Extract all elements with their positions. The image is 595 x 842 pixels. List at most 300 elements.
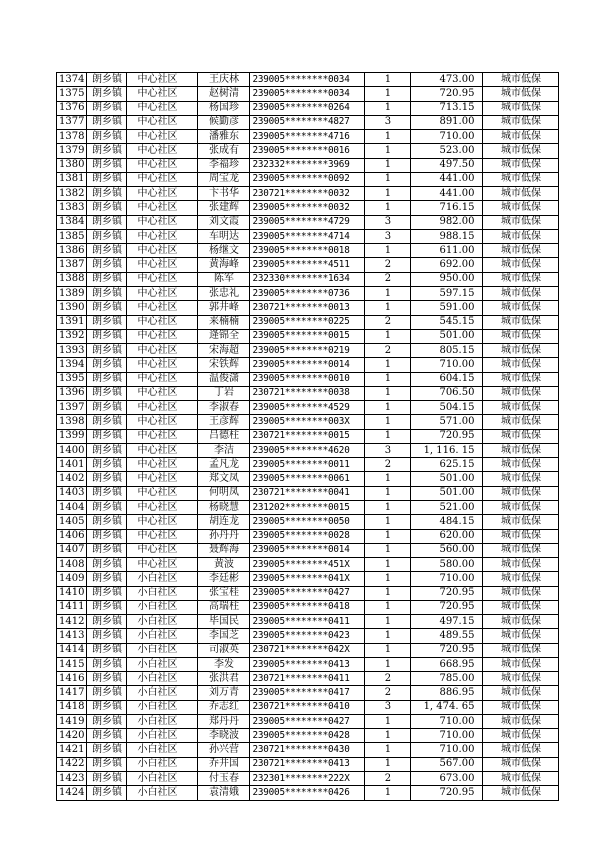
row-number: 1399 [57, 429, 87, 443]
table-row [57, 429, 559, 443]
amount-cell: 710.00 [411, 714, 483, 728]
id-number-cell: 232301********222X [250, 772, 365, 786]
assistance-type-cell: 城市低保 [483, 543, 559, 557]
assistance-type-cell: 城市低保 [483, 629, 559, 643]
community-cell: 中心社区 [127, 515, 198, 529]
household-size-cell: 1 [365, 130, 411, 144]
town-cell: 朗乡镇 [87, 543, 127, 557]
community-cell: 中心社区 [127, 73, 198, 87]
town-cell: 朗乡镇 [87, 643, 127, 657]
household-size-cell: 1 [365, 743, 411, 757]
row-number: 1378 [57, 130, 87, 144]
table-row [57, 486, 559, 500]
amount-cell: 501.00 [411, 329, 483, 343]
table-row [57, 315, 559, 329]
amount-cell: 523.00 [411, 144, 483, 158]
id-number-cell: 232332********3969 [250, 158, 365, 172]
household-size-cell: 1 [365, 657, 411, 671]
household-size-cell: 2 [365, 686, 411, 700]
table-row [57, 272, 559, 286]
household-size-cell: 1 [365, 415, 411, 429]
community-cell: 中心社区 [127, 130, 198, 144]
name-cell: 杨晓慧 [198, 500, 250, 514]
community-cell: 小白社区 [127, 572, 198, 586]
community-cell: 小白社区 [127, 600, 198, 614]
assistance-type-cell: 城市低保 [483, 115, 559, 129]
household-size-cell: 1 [365, 187, 411, 201]
id-number-cell: 239005********0736 [250, 286, 365, 300]
household-size-cell: 1 [365, 586, 411, 600]
table-row [57, 772, 559, 786]
assistance-type-cell: 城市低保 [483, 73, 559, 87]
amount-cell: 785.00 [411, 672, 483, 686]
household-size-cell: 2 [365, 458, 411, 472]
table-row [57, 215, 559, 229]
name-cell: 袁清娥 [198, 786, 250, 800]
name-cell: 聂辉海 [198, 543, 250, 557]
row-number: 1413 [57, 629, 87, 643]
id-number-cell: 239005********0428 [250, 729, 365, 743]
assistance-type-cell: 城市低保 [483, 315, 559, 329]
name-cell: 郭井峰 [198, 301, 250, 315]
assistance-type-cell: 城市低保 [483, 272, 559, 286]
assistance-type-cell: 城市低保 [483, 714, 559, 728]
household-size-cell: 1 [365, 629, 411, 643]
amount-cell: 625.15 [411, 458, 483, 472]
town-cell: 朗乡镇 [87, 386, 127, 400]
amount-cell: 1, 474. 65 [411, 700, 483, 714]
amount-cell: 597.15 [411, 286, 483, 300]
name-cell: 毕国民 [198, 615, 250, 629]
name-cell: 孟凡龙 [198, 458, 250, 472]
name-cell: 乔井国 [198, 757, 250, 771]
amount-cell: 567.00 [411, 757, 483, 771]
id-number-cell: 239005********0032 [250, 201, 365, 215]
row-number: 1391 [57, 315, 87, 329]
household-size-cell: 1 [365, 286, 411, 300]
amount-cell: 484.15 [411, 515, 483, 529]
row-number: 1393 [57, 344, 87, 358]
town-cell: 朗乡镇 [87, 572, 127, 586]
table-row [57, 786, 559, 800]
assistance-type-cell: 城市低保 [483, 101, 559, 115]
assistance-type-cell: 城市低保 [483, 500, 559, 514]
assistance-type-cell: 城市低保 [483, 415, 559, 429]
community-cell: 中心社区 [127, 301, 198, 315]
town-cell: 朗乡镇 [87, 73, 127, 87]
name-cell: 孙丹丹 [198, 529, 250, 543]
id-number-cell: 239005********4827 [250, 115, 365, 129]
name-cell: 刘万青 [198, 686, 250, 700]
id-number-cell: 239005********0014 [250, 543, 365, 557]
id-number-cell: 239005********0018 [250, 244, 365, 258]
name-cell: 李淑春 [198, 401, 250, 415]
id-number-cell: 239005********0061 [250, 472, 365, 486]
id-number-cell: 239005********0219 [250, 344, 365, 358]
amount-cell: 521.00 [411, 500, 483, 514]
town-cell: 朗乡镇 [87, 500, 127, 514]
id-number-cell: 230721********0015 [250, 429, 365, 443]
row-number: 1422 [57, 757, 87, 771]
community-cell: 中心社区 [127, 229, 198, 243]
row-number: 1376 [57, 101, 87, 115]
community-cell: 中心社区 [127, 286, 198, 300]
assistance-type-cell: 城市低保 [483, 344, 559, 358]
community-cell: 小白社区 [127, 672, 198, 686]
name-cell: 李廷彬 [198, 572, 250, 586]
id-number-cell: 239005********4716 [250, 130, 365, 144]
table-row [57, 144, 559, 158]
community-cell: 小白社区 [127, 772, 198, 786]
household-size-cell: 1 [365, 515, 411, 529]
town-cell: 朗乡镇 [87, 600, 127, 614]
household-size-cell: 1 [365, 500, 411, 514]
id-number-cell: 230721********0038 [250, 386, 365, 400]
community-cell: 中心社区 [127, 244, 198, 258]
table-row [57, 558, 559, 572]
id-number-cell: 239005********4529 [250, 401, 365, 415]
community-cell: 小白社区 [127, 757, 198, 771]
name-cell: 温俊潇 [198, 372, 250, 386]
row-number: 1385 [57, 229, 87, 243]
name-cell: 司淑英 [198, 643, 250, 657]
name-cell: 陈军 [198, 272, 250, 286]
household-size-cell: 1 [365, 358, 411, 372]
name-cell: 宋铁辉 [198, 358, 250, 372]
town-cell: 朗乡镇 [87, 529, 127, 543]
amount-cell: 580.00 [411, 558, 483, 572]
name-cell: 候勤彦 [198, 115, 250, 129]
assistance-type-cell: 城市低保 [483, 458, 559, 472]
household-size-cell: 1 [365, 558, 411, 572]
household-size-cell: 1 [365, 244, 411, 258]
row-number: 1392 [57, 329, 87, 343]
row-number: 1403 [57, 486, 87, 500]
amount-cell: 692.00 [411, 258, 483, 272]
table-row [57, 700, 559, 714]
row-number: 1379 [57, 144, 87, 158]
amount-cell: 620.00 [411, 529, 483, 543]
id-number-cell: 239005********0034 [250, 73, 365, 87]
household-size-cell: 2 [365, 272, 411, 286]
row-number: 1424 [57, 786, 87, 800]
town-cell: 朗乡镇 [87, 615, 127, 629]
town-cell: 朗乡镇 [87, 229, 127, 243]
assistance-type-cell: 城市低保 [483, 130, 559, 144]
household-size-cell: 1 [365, 615, 411, 629]
amount-cell: 501.00 [411, 486, 483, 500]
assistance-type-cell: 城市低保 [483, 443, 559, 457]
table-row [57, 344, 559, 358]
amount-cell: 982.00 [411, 215, 483, 229]
table-row [57, 500, 559, 514]
row-number: 1408 [57, 558, 87, 572]
amount-cell: 716.15 [411, 201, 483, 215]
community-cell: 中心社区 [127, 115, 198, 129]
amount-cell: 720.95 [411, 643, 483, 657]
assistance-type-cell: 城市低保 [483, 558, 559, 572]
assistance-type-cell: 城市低保 [483, 786, 559, 800]
name-cell: 宋海超 [198, 344, 250, 358]
table-row [57, 615, 559, 629]
name-cell: 张成有 [198, 144, 250, 158]
amount-cell: 720.95 [411, 586, 483, 600]
row-number: 1402 [57, 472, 87, 486]
row-number: 1420 [57, 729, 87, 743]
amount-cell: 560.00 [411, 543, 483, 557]
row-number: 1407 [57, 543, 87, 557]
assistance-type-cell: 城市低保 [483, 429, 559, 443]
town-cell: 朗乡镇 [87, 458, 127, 472]
amount-cell: 545.15 [411, 315, 483, 329]
name-cell: 乔志红 [198, 700, 250, 714]
row-number: 1382 [57, 187, 87, 201]
row-number: 1410 [57, 586, 87, 600]
table-row [57, 101, 559, 115]
table-row [57, 643, 559, 657]
assistance-type-cell: 城市低保 [483, 772, 559, 786]
town-cell: 朗乡镇 [87, 714, 127, 728]
name-cell: 黄海峰 [198, 258, 250, 272]
row-number: 1377 [57, 115, 87, 129]
assistance-type-cell: 城市低保 [483, 329, 559, 343]
row-number: 1390 [57, 301, 87, 315]
row-number: 1384 [57, 215, 87, 229]
community-cell: 中心社区 [127, 443, 198, 457]
row-number: 1404 [57, 500, 87, 514]
relief-roster-table [56, 72, 559, 801]
household-size-cell: 1 [365, 543, 411, 557]
table-row [57, 443, 559, 457]
amount-cell: 473.00 [411, 73, 483, 87]
assistance-type-cell: 城市低保 [483, 372, 559, 386]
table-row [57, 386, 559, 400]
community-cell: 小白社区 [127, 686, 198, 700]
amount-cell: 950.00 [411, 272, 483, 286]
town-cell: 朗乡镇 [87, 244, 127, 258]
amount-cell: 441.00 [411, 187, 483, 201]
row-number: 1415 [57, 657, 87, 671]
id-number-cell: 230721********0410 [250, 700, 365, 714]
row-number: 1375 [57, 87, 87, 101]
id-number-cell: 239005********0011 [250, 458, 365, 472]
town-cell: 朗乡镇 [87, 743, 127, 757]
town-cell: 朗乡镇 [87, 401, 127, 415]
name-cell: 郑丹丹 [198, 714, 250, 728]
amount-cell: 673.00 [411, 772, 483, 786]
name-cell: 逄锦全 [198, 329, 250, 343]
table-row [57, 358, 559, 372]
row-number: 1389 [57, 286, 87, 300]
name-cell: 李洁 [198, 443, 250, 457]
id-number-cell: 239005********0014 [250, 358, 365, 372]
household-size-cell: 1 [365, 386, 411, 400]
row-number: 1414 [57, 643, 87, 657]
amount-cell: 886.95 [411, 686, 483, 700]
name-cell: 黄波 [198, 558, 250, 572]
assistance-type-cell: 城市低保 [483, 586, 559, 600]
name-cell: 李发 [198, 657, 250, 671]
table-row [57, 301, 559, 315]
community-cell: 小白社区 [127, 786, 198, 800]
community-cell: 小白社区 [127, 629, 198, 643]
name-cell: 高瑞柱 [198, 600, 250, 614]
row-number: 1395 [57, 372, 87, 386]
community-cell: 中心社区 [127, 472, 198, 486]
table-row [57, 286, 559, 300]
name-cell: 王彦辉 [198, 415, 250, 429]
id-number-cell: 231202********0015 [250, 500, 365, 514]
table-row [57, 686, 559, 700]
id-number-cell: 239005********0418 [250, 600, 365, 614]
assistance-type-cell: 城市低保 [483, 643, 559, 657]
row-number: 1380 [57, 158, 87, 172]
town-cell: 朗乡镇 [87, 372, 127, 386]
amount-cell: 497.50 [411, 158, 483, 172]
name-cell: 李福珍 [198, 158, 250, 172]
community-cell: 中心社区 [127, 458, 198, 472]
community-cell: 中心社区 [127, 543, 198, 557]
community-cell: 中心社区 [127, 201, 198, 215]
row-number: 1405 [57, 515, 87, 529]
row-number: 1411 [57, 600, 87, 614]
town-cell: 朗乡镇 [87, 315, 127, 329]
id-number-cell: 239005********0015 [250, 329, 365, 343]
row-number: 1398 [57, 415, 87, 429]
amount-cell: 720.95 [411, 600, 483, 614]
id-number-cell: 239005********0423 [250, 629, 365, 643]
id-number-cell: 239005********0050 [250, 515, 365, 529]
row-number: 1416 [57, 672, 87, 686]
household-size-cell: 1 [365, 372, 411, 386]
assistance-type-cell: 城市低保 [483, 158, 559, 172]
community-cell: 中心社区 [127, 87, 198, 101]
assistance-type-cell: 城市低保 [483, 144, 559, 158]
town-cell: 朗乡镇 [87, 415, 127, 429]
household-size-cell: 1 [365, 158, 411, 172]
amount-cell: 720.95 [411, 429, 483, 443]
household-size-cell: 3 [365, 443, 411, 457]
row-number: 1418 [57, 700, 87, 714]
id-number-cell: 239005********0016 [250, 144, 365, 158]
household-size-cell: 1 [365, 600, 411, 614]
household-size-cell: 1 [365, 714, 411, 728]
amount-cell: 710.00 [411, 130, 483, 144]
amount-cell: 710.00 [411, 729, 483, 743]
household-size-cell: 1 [365, 486, 411, 500]
town-cell: 朗乡镇 [87, 558, 127, 572]
community-cell: 中心社区 [127, 415, 198, 429]
household-size-cell: 1 [365, 172, 411, 186]
table-row [57, 515, 559, 529]
household-size-cell: 3 [365, 215, 411, 229]
household-size-cell: 1 [365, 144, 411, 158]
id-number-cell: 239005********0417 [250, 686, 365, 700]
table-row [57, 472, 559, 486]
community-cell: 小白社区 [127, 700, 198, 714]
town-cell: 朗乡镇 [87, 301, 127, 315]
amount-cell: 891.00 [411, 115, 483, 129]
assistance-type-cell: 城市低保 [483, 286, 559, 300]
id-number-cell: 239005********0411 [250, 615, 365, 629]
assistance-type-cell: 城市低保 [483, 529, 559, 543]
community-cell: 中心社区 [127, 172, 198, 186]
amount-cell: 720.95 [411, 87, 483, 101]
name-cell: 卞书华 [198, 187, 250, 201]
community-cell: 中心社区 [127, 144, 198, 158]
community-cell: 中心社区 [127, 558, 198, 572]
amount-cell: 668.95 [411, 657, 483, 671]
row-number: 1397 [57, 401, 87, 415]
name-cell: 何明凤 [198, 486, 250, 500]
town-cell: 朗乡镇 [87, 443, 127, 457]
community-cell: 小白社区 [127, 714, 198, 728]
amount-cell: 611.00 [411, 244, 483, 258]
id-number-cell: 239005********0092 [250, 172, 365, 186]
table-row [57, 743, 559, 757]
name-cell: 张建辉 [198, 201, 250, 215]
household-size-cell: 1 [365, 401, 411, 415]
amount-cell: 710.00 [411, 358, 483, 372]
table-body [57, 73, 559, 801]
table-row [57, 458, 559, 472]
assistance-type-cell: 城市低保 [483, 729, 559, 743]
id-number-cell: 230721********0032 [250, 187, 365, 201]
name-cell: 吕德柱 [198, 429, 250, 443]
id-number-cell: 239005********0426 [250, 786, 365, 800]
name-cell: 杨继文 [198, 244, 250, 258]
row-number: 1381 [57, 172, 87, 186]
table-row [57, 629, 559, 643]
assistance-type-cell: 城市低保 [483, 172, 559, 186]
town-cell: 朗乡镇 [87, 472, 127, 486]
town-cell: 朗乡镇 [87, 87, 127, 101]
assistance-type-cell: 城市低保 [483, 700, 559, 714]
row-number: 1409 [57, 572, 87, 586]
table-row [57, 329, 559, 343]
name-cell: 张洪君 [198, 672, 250, 686]
table-row [57, 572, 559, 586]
id-number-cell: 239005********0028 [250, 529, 365, 543]
town-cell: 朗乡镇 [87, 515, 127, 529]
town-cell: 朗乡镇 [87, 729, 127, 743]
household-size-cell: 1 [365, 329, 411, 343]
household-size-cell: 3 [365, 229, 411, 243]
id-number-cell: 239005********451X [250, 558, 365, 572]
name-cell: 王庆林 [198, 73, 250, 87]
amount-cell: 710.00 [411, 743, 483, 757]
table-row [57, 714, 559, 728]
table-row [57, 586, 559, 600]
row-number: 1386 [57, 244, 87, 258]
assistance-type-cell: 城市低保 [483, 515, 559, 529]
row-number: 1401 [57, 458, 87, 472]
town-cell: 朗乡镇 [87, 586, 127, 600]
name-cell: 丁岩 [198, 386, 250, 400]
town-cell: 朗乡镇 [87, 358, 127, 372]
table-row [57, 73, 559, 87]
table-row [57, 201, 559, 215]
community-cell: 中心社区 [127, 215, 198, 229]
id-number-cell: 239005********4511 [250, 258, 365, 272]
assistance-type-cell: 城市低保 [483, 201, 559, 215]
assistance-type-cell: 城市低保 [483, 743, 559, 757]
community-cell: 中心社区 [127, 358, 198, 372]
id-number-cell: 239005********4620 [250, 443, 365, 457]
table-row [57, 657, 559, 671]
table-row [57, 729, 559, 743]
community-cell: 中心社区 [127, 386, 198, 400]
